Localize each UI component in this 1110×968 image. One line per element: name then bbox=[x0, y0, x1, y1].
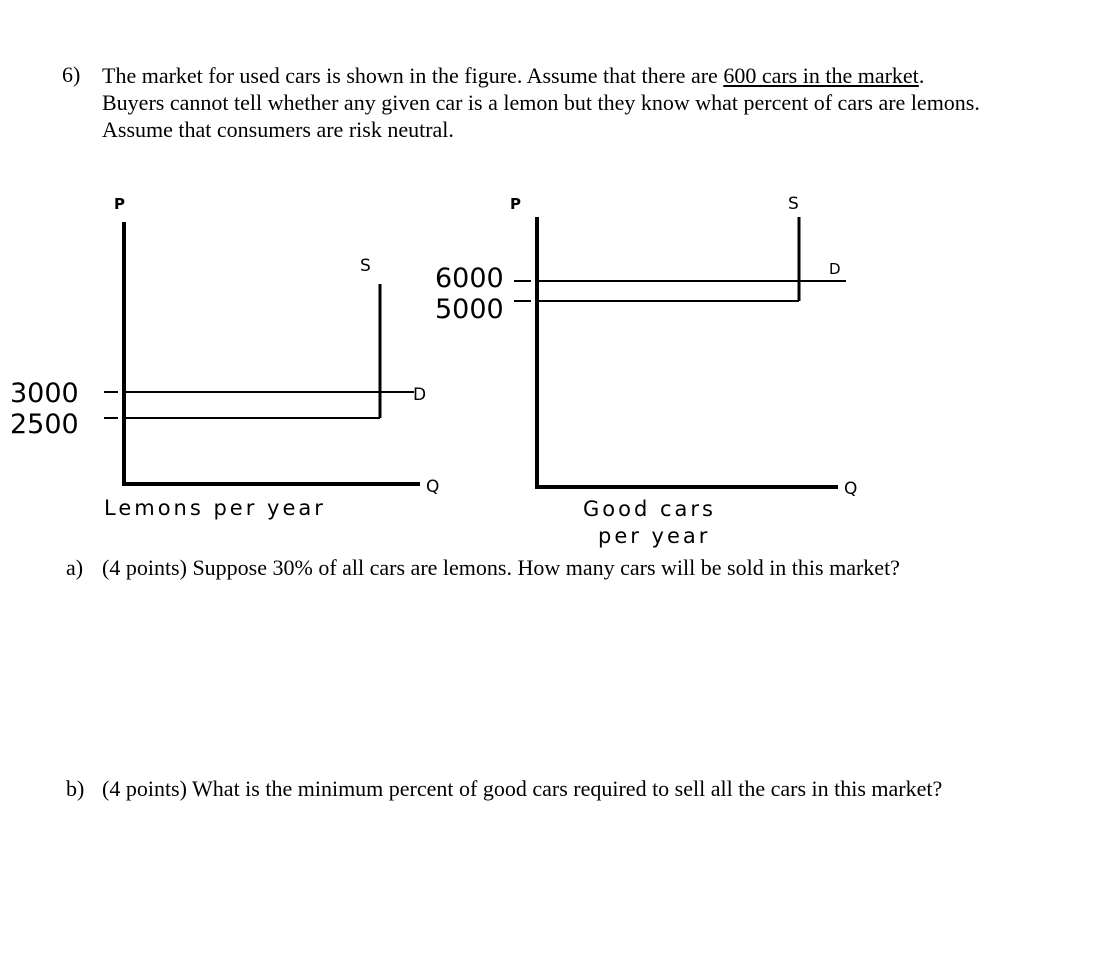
lemons-graph bbox=[10, 195, 439, 520]
lemons-price-2500: 2500 bbox=[10, 409, 79, 440]
good-price-5000: 5000 bbox=[435, 294, 504, 325]
good-caption-line-2: per year bbox=[598, 524, 711, 548]
part-b-label: b) bbox=[66, 776, 85, 801]
car-count-underlined: 600 cars in the market bbox=[723, 63, 919, 88]
lemons-caption: Lemons per year bbox=[104, 496, 326, 520]
lemons-p-axis-label: P bbox=[114, 195, 125, 213]
good-supply-label: S bbox=[788, 194, 799, 214]
part-a-question: (4 points) Suppose 30% of all cars are lemons. How many cars will be sold in this market? bbox=[102, 555, 900, 580]
question-line-1-end: . bbox=[918, 63, 925, 88]
good-p-axis-label: P bbox=[510, 195, 521, 213]
lemons-supply-label: S bbox=[360, 256, 371, 276]
part-a-label: a) bbox=[66, 555, 84, 580]
lemons-demand-label: D bbox=[413, 385, 427, 405]
lemons-q-axis-label: Q bbox=[426, 477, 440, 497]
good-demand-label: D bbox=[829, 260, 841, 278]
lemons-price-3000: 3000 bbox=[10, 378, 79, 409]
question-line-3: Assume that consumers are risk neutral. bbox=[102, 117, 454, 142]
part-b-question: (4 points) What is the minimum percent of good cars required to sell all the cars in this market? bbox=[102, 776, 943, 801]
question-number: 6) bbox=[62, 62, 81, 87]
good-caption-line-1: Good cars bbox=[583, 497, 716, 521]
question-line-1-text: The market for used cars is shown in the figure. Assume that there are bbox=[102, 63, 724, 88]
good-q-axis-label: Q bbox=[844, 479, 858, 499]
good-cars-graph bbox=[435, 194, 857, 548]
question-line-2: Buyers cannot tell whether any given car is a lemon but they know what percent of cars are lemons. bbox=[102, 90, 980, 115]
good-price-6000: 6000 bbox=[435, 263, 504, 294]
